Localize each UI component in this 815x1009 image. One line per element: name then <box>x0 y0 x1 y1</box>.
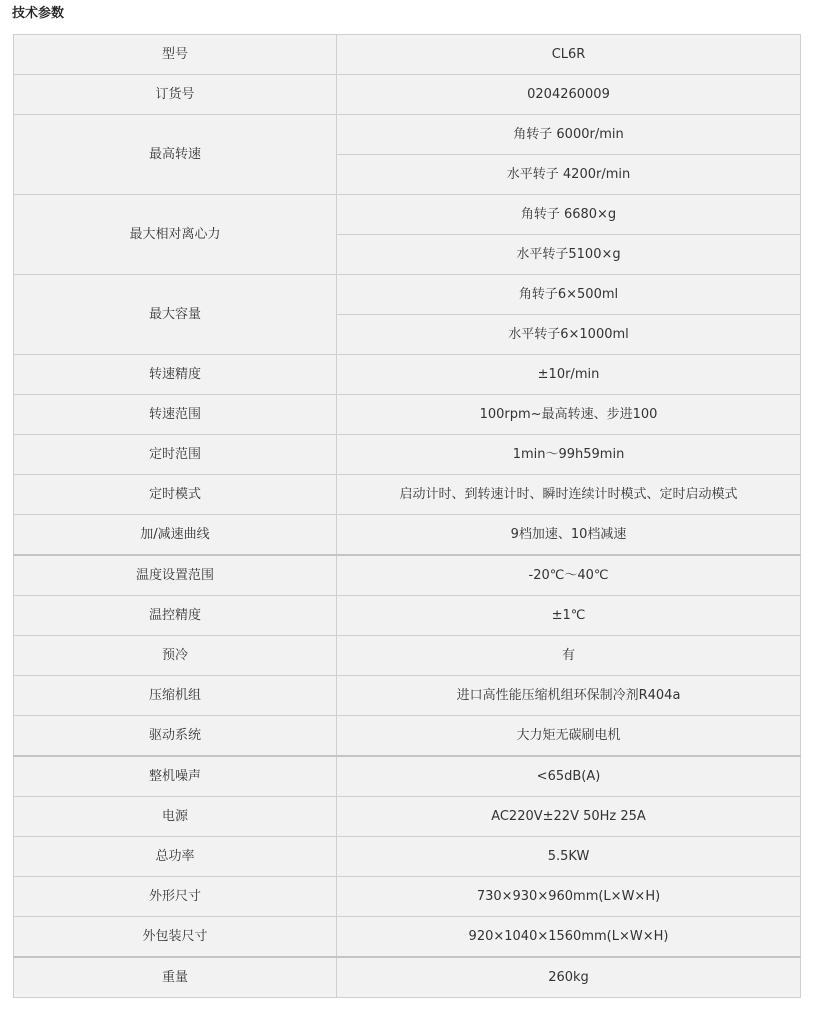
spec-row <box>14 636 801 676</box>
spec-row <box>14 797 801 837</box>
spec-value: 100rpm~最高转速、步进100 <box>337 395 801 435</box>
spec-value: 5.5KW <box>337 837 801 877</box>
spec-value: <65dB(A) <box>337 756 801 797</box>
spec-row <box>14 35 801 75</box>
spec-row <box>14 676 801 716</box>
spec-value: 进口高性能压缩机组环保制冷剂R404a <box>337 676 801 716</box>
spec-value: 9档加速、10档减速 <box>337 515 801 556</box>
spec-row <box>14 115 801 155</box>
spec-row <box>14 756 801 797</box>
spec-value: CL6R <box>337 35 801 75</box>
spec-value: -20℃～40℃ <box>337 555 801 596</box>
spec-row <box>14 957 801 998</box>
spec-label: 型号 <box>14 35 337 75</box>
spec-value: 260kg <box>337 957 801 998</box>
section-heading: 技术参数 <box>12 6 65 21</box>
spec-value: 920×1040×1560mm(L×W×H) <box>337 917 801 958</box>
spec-label: 转速范围 <box>14 395 337 435</box>
spec-label: 加/减速曲线 <box>14 515 337 556</box>
spec-value: 大力矩无碳刷电机 <box>337 716 801 757</box>
spec-label: 最大容量 <box>14 275 337 355</box>
spec-value: 水平转子5100×g <box>337 235 801 275</box>
spec-label: 电源 <box>14 797 337 837</box>
spec-label: 定时模式 <box>14 475 337 515</box>
spec-row <box>14 75 801 115</box>
spec-value: AC220V±22V 50Hz 25A <box>337 797 801 837</box>
spec-value: 730×930×960mm(L×W×H) <box>337 877 801 917</box>
spec-value: 角转子 6680×g <box>337 195 801 235</box>
spec-label: 温度设置范围 <box>14 555 337 596</box>
spec-row <box>14 355 801 395</box>
spec-row <box>14 596 801 636</box>
spec-value: 启动计时、到转速计时、瞬时连续计时模式、定时启动模式 <box>337 475 801 515</box>
spec-value: 0204260009 <box>337 75 801 115</box>
spec-label: 外包装尺寸 <box>14 917 337 958</box>
spec-value: ±1℃ <box>337 596 801 636</box>
spec-value: 有 <box>337 636 801 676</box>
spec-row <box>14 716 801 757</box>
spec-label: 外形尺寸 <box>14 877 337 917</box>
spec-value: ±10r/min <box>337 355 801 395</box>
spec-label: 总功率 <box>14 837 337 877</box>
spec-value: 1min～99h59min <box>337 435 801 475</box>
spec-row <box>14 475 801 515</box>
spec-table <box>13 34 801 998</box>
spec-value: 水平转子 4200r/min <box>337 155 801 195</box>
spec-label: 转速精度 <box>14 355 337 395</box>
spec-label: 定时范围 <box>14 435 337 475</box>
spec-row <box>14 275 801 315</box>
spec-row <box>14 515 801 556</box>
spec-row <box>14 837 801 877</box>
spec-label: 驱动系统 <box>14 716 337 757</box>
spec-value: 角转子6×500ml <box>337 275 801 315</box>
spec-label: 整机噪声 <box>14 756 337 797</box>
spec-value: 水平转子6×1000ml <box>337 315 801 355</box>
spec-value: 角转子 6000r/min <box>337 115 801 155</box>
spec-table-body <box>14 35 801 998</box>
spec-label: 温控精度 <box>14 596 337 636</box>
spec-row <box>14 555 801 596</box>
spec-row <box>14 917 801 958</box>
spec-label: 重量 <box>14 957 337 998</box>
spec-row <box>14 877 801 917</box>
spec-row <box>14 435 801 475</box>
spec-row <box>14 195 801 235</box>
spec-label: 订货号 <box>14 75 337 115</box>
spec-label: 最大相对离心力 <box>14 195 337 275</box>
spec-label: 压缩机组 <box>14 676 337 716</box>
spec-row <box>14 395 801 435</box>
spec-label: 预冷 <box>14 636 337 676</box>
spec-label: 最高转速 <box>14 115 337 195</box>
